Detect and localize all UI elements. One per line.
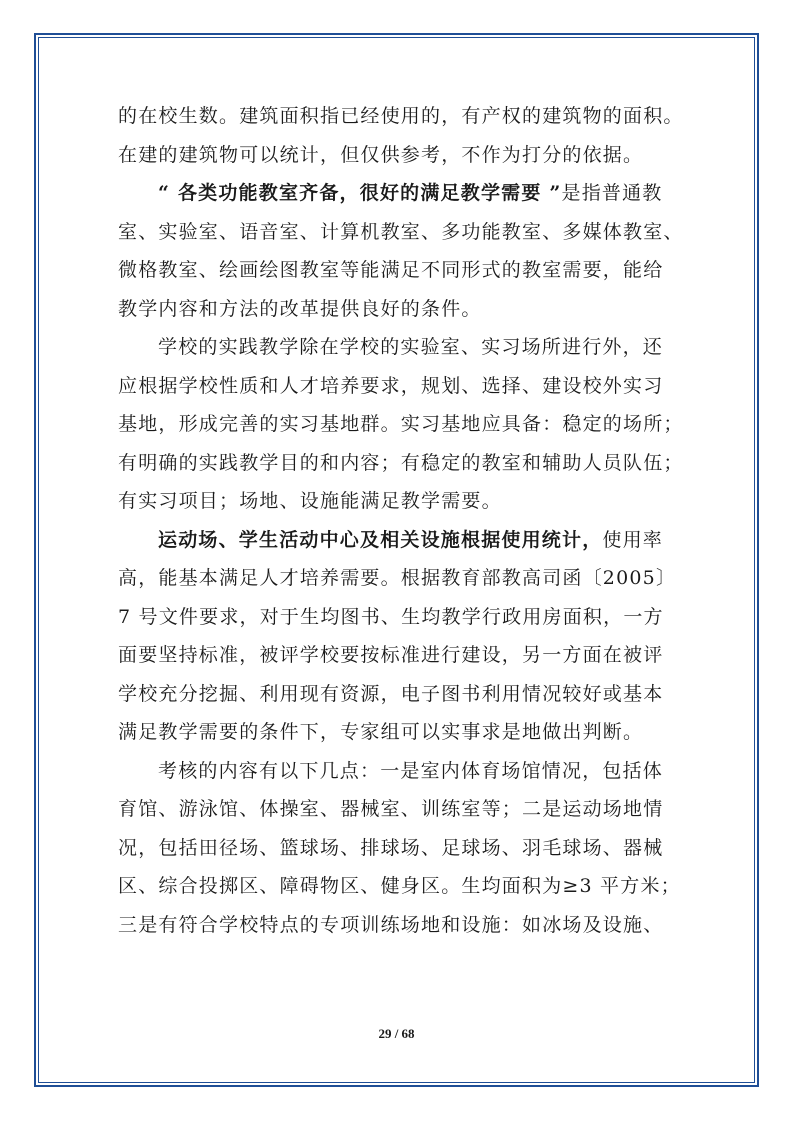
text-line: 室、实验室、语音室、计算机教室、多功能教室、多媒体教室、 (118, 220, 684, 243)
bold-heading: 运动场、学生活动中心及相关设施根据使用统计， (158, 528, 603, 551)
bold-heading: “ 各类功能教室齐备，很好的满足教学需要 ” (158, 182, 562, 204)
text-line: 考核的内容有以下几点：一是室内体育场馆情况，包括体 (158, 759, 664, 782)
text-line (118, 521, 678, 560)
line-text: 使用率 (602, 528, 664, 551)
text-line: 在建的建筑物可以统计，但仅供参考，不作为打分的依据。 (118, 143, 644, 166)
text-line: 有实习项目；场地、设施能满足教学需要。 (118, 490, 502, 512)
text-line: 7 号文件要求，对于生均图书、生均教学行政用房面积，一方 (118, 605, 664, 628)
text-line: 微格教室、绘画绘图教室等能满足不同形式的教室需要，能给 (118, 259, 664, 281)
text-line: 的在校生数。建筑面积指已经使用的，有产权的建筑物的面积。 (118, 105, 684, 127)
text-line: 三是有符合学校特点的专项训练场地和设施：如冰场及设施、 (118, 913, 664, 936)
text-line: 学校充分挖掘、利用现有资源，电子图书利用情况较好或基本 (118, 682, 664, 705)
text-line: 教学内容和方法的改革提供良好的条件。 (118, 297, 482, 320)
text-line: 育馆、游泳馆、体操室、器械室、训练室等；二是运动场地情 (118, 798, 664, 820)
text-line: 应根据学校性质和人才培养要求，规划、选择、建设校外实习 (118, 374, 664, 397)
text-line: 区、综合投掷区、障碍物区、健身区。生均面积为≥3 平方米； (118, 875, 681, 897)
text-line (118, 174, 678, 213)
text-line: 面要坚持标准，被评学校要按标准进行建设，另一方面在被评 (118, 644, 664, 666)
text-line: 满足教学需要的条件下，专家组可以实事求是地做出判断。 (118, 721, 644, 743)
text-line: 学校的实践教学除在学校的实验室、实习场所进行外，还 (158, 336, 664, 358)
document-body (118, 97, 684, 944)
line-text: 是指普通教 (561, 182, 663, 204)
text-line: 高，能基本满足人才培养需要。根据教育部教高司函〔2005〕 (118, 567, 677, 589)
page-number: 29 / 68 (378, 1026, 415, 1041)
text-line: 有明确的实践教学目的和内容；有稳定的教室和辅助人员队伍； (118, 451, 684, 474)
text-line: 况，包括田径场、篮球场、排球场、足球场、羽毛球场、器械 (118, 836, 664, 859)
text-line: 基地，形成完善的实习基地群。实习基地应具备：稳定的场所； (118, 413, 684, 435)
